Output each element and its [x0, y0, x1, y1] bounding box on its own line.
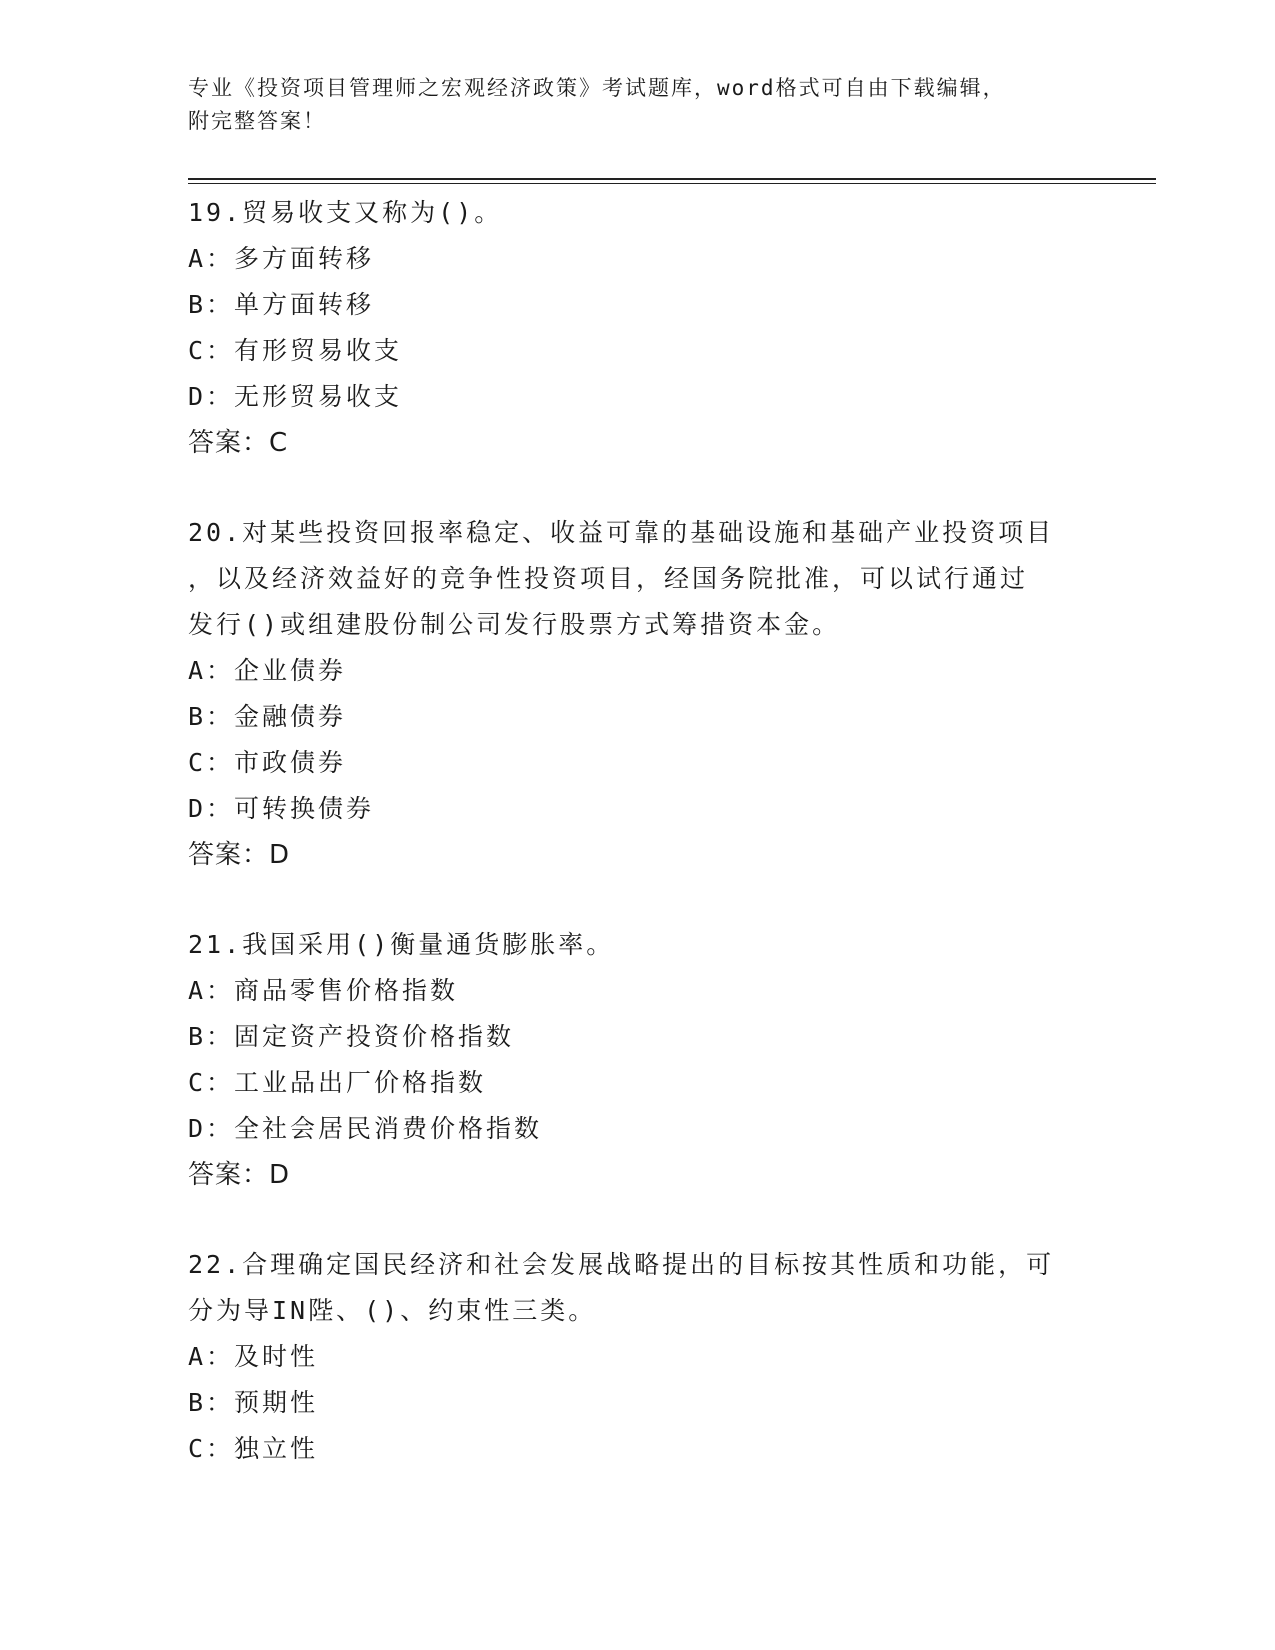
question-22 [188, 1242, 1088, 1472]
option-b: B：预期性 [188, 1388, 319, 1417]
option-d: D：全社会居民消费价格指数 [188, 1114, 543, 1143]
option-a: A：企业债券 [188, 656, 347, 685]
stem-line: 发行()或组建股份制公司发行股票方式筹措资本金。 [188, 610, 841, 639]
stem-line: 22.合理确定国民经济和社会发展战略提出的目标按其性质和功能，可 [188, 1250, 1055, 1279]
document-header [188, 72, 1088, 138]
option-b: B：固定资产投资价格指数 [188, 1022, 515, 1051]
stem-line: ，以及经济效益好的竞争性投资项目，经国务院批准，可以试行通过 [188, 564, 1029, 593]
question-stem [188, 510, 1088, 648]
option-c: C：独立性 [188, 1434, 319, 1463]
stem-line: 19.贸易收支又称为()。 [188, 198, 503, 227]
option-c: C：有形贸易收支 [188, 336, 403, 365]
stem-line: 分为导IN陛、()、约束性三类。 [188, 1296, 597, 1325]
question-stem [188, 190, 1088, 236]
header-divider [188, 178, 1156, 184]
answer-line: 答案：C [188, 428, 289, 458]
option-b: B：金融债券 [188, 702, 347, 731]
question-stem [188, 922, 1088, 968]
header-line-2: 附完整答案！ [188, 109, 326, 133]
question-stem [188, 1242, 1088, 1334]
option-a: A：多方面转移 [188, 244, 375, 273]
option-d: D：无形贸易收支 [188, 382, 403, 411]
stem-line: 20.对某些投资回报率稳定、收益可靠的基础设施和基础产业投资项目 [188, 518, 1055, 547]
stem-line: 21.我国采用()衡量通货膨胀率。 [188, 930, 615, 959]
question-21 [188, 922, 1088, 1198]
question-20 [188, 510, 1088, 878]
question-19 [188, 190, 1088, 466]
answer-line: 答案：D [188, 840, 291, 870]
option-d: D：可转换债券 [188, 794, 375, 823]
option-c: C：市政债券 [188, 748, 347, 777]
answer-line: 答案：D [188, 1160, 291, 1190]
option-c: C：工业品出厂价格指数 [188, 1068, 487, 1097]
question-list [188, 190, 1088, 1516]
option-a: A：商品零售价格指数 [188, 976, 459, 1005]
header-line-1: 专业《投资项目管理师之宏观经济政策》考试题库，word格式可自由下载编辑， [188, 76, 1006, 100]
option-a: A：及时性 [188, 1342, 319, 1371]
option-b: B：单方面转移 [188, 290, 375, 319]
